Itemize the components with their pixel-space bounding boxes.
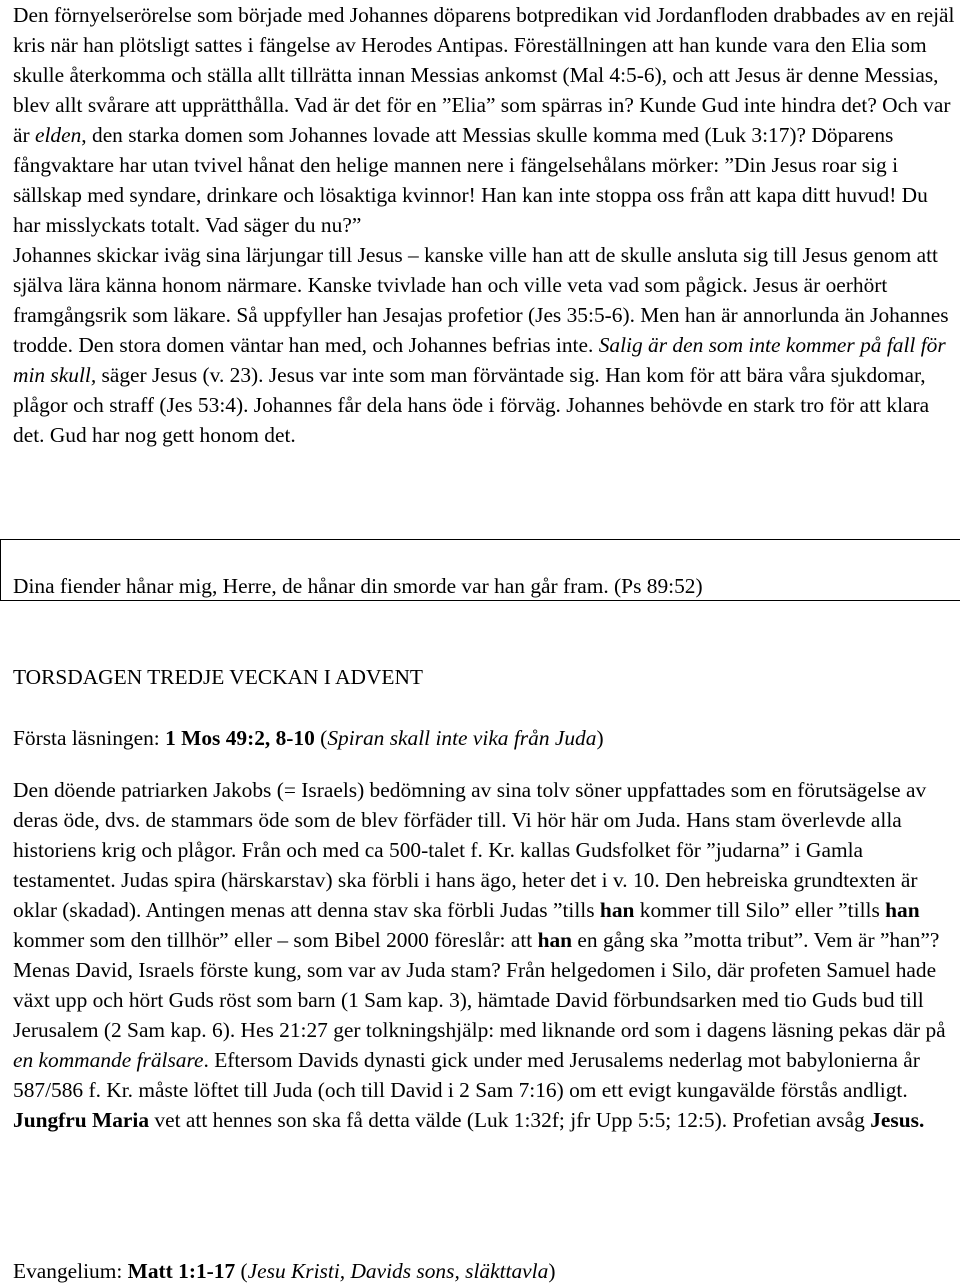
psalm-quote: Dina fiender hånar mig, Herre, de hånar din smorde var han går fram. (Ps 89:52) (13, 574, 703, 598)
day-heading: TORSDAGEN TREDJE VECKAN I ADVENT (13, 665, 423, 689)
text-run: Salig är den som inte kommer på fall för min skull, (13, 333, 946, 387)
text-run: säger Jesus (v. 23). Jesus var inte som man förväntade sig. Han kom för att bära våra sjukdomar, plågor och straff (Jes 53:4). Johannes får dela hans öde i förväg. Johannes behövde en stark tro för att klara det. Gud har nog gett honom det. (13, 363, 930, 447)
text-run: Spiran skall inte vika från Juda (327, 726, 597, 750)
text-run: Första läsningen: (13, 726, 166, 750)
text-run: en gång ska ”motta tribut”. Vem är ”han”? Menas David, Israels förste kung, som var av Juda stam? Från helgedomen i Silo, där profeten Samuel hade växt upp och hört Guds röst som barn (1 Sam kap. 3), hämtade David förbundsarken med tio Guds bud till Jerusalem (2 Sam kap. 6). Hes 21:27 ger tolkningshjälp: med liknande ord som i dagens läsning pekas där på (13, 928, 946, 1042)
text-run: 1 Mos 49:2, 8-10 (165, 726, 315, 750)
text-run: ( (314, 726, 328, 750)
text-run: ( (235, 1259, 248, 1283)
text-run: kommer till Silo” eller ”tills (634, 898, 886, 922)
text-run: en kommande frälsare (13, 1048, 204, 1072)
paragraph-juda (13, 775, 955, 1135)
text-run: han (537, 928, 573, 952)
text-run: han (885, 898, 920, 922)
text-run: Den döende patriarken Jakobs (= Israels) bedömning av sina tolv söner uppfattades som en förutsägelse av deras öde, dvs. de stammars öde som de blev förfäder till. Vi hör här om Juda. Hans stam överlevde alla historiens krig och plågor. Från och med ca 500-talet f. Kr. kallas Gudsfolket för ”judarna” i Gamla testamentet. Judas spira (härskarstav) ska förbli i hans ägo, heter det i v. 10. Den hebreiska grundtexten är oklar (skadad). Antingen menas att denna stav ska förbli Judas ”tills (13, 778, 927, 922)
gospel-line (13, 1256, 555, 1286)
text-run: Matt 1:1-17 (127, 1259, 236, 1283)
first-reading-line (13, 723, 604, 753)
text-run: Evangelium: (13, 1259, 128, 1283)
text-run: . Eftersom Davids dynasti gick under med Jerusalems nederlag mot babylonierna år 587/586 f. Kr. måste löftet till Juda (och till David i 2 Sam 7:16) om ett evigt kungavälde förstås andligt. (13, 1048, 920, 1102)
text-run: ) (548, 1259, 556, 1283)
text-run: ) (596, 726, 604, 750)
text-run: Den förnyelserörelse som började med Johannes döparens botpredikan vid Jordanfloden drabbades av en rejäl kris när han plötsligt sattes i fängelse av Herodes Antipas. Föreställningen att han kunde vara den Elia som skulle återkomma och ställa allt tillrätta innan Messias ankomst (Mal 4:5-6), och att Jesus är denne Messias, blev allt svårare att upprätthålla. Vad är det för en ”Elia” som spärras in? Kunde Gud inte hindra det? Och var är (13, 3, 955, 147)
text-run: vet att hennes son ska få detta välde (Luk 1:32f; jfr Upp 5:5; 12:5). Profetian avsåg (149, 1108, 871, 1132)
text-run: Johannes skickar iväg sina lärjungar till Jesus – kanske ville han att de skulle ansluta sig till Jesus genom att själva lära känna honom närmare. Kanske tvivlade han och ville veta vad som pågick. Jesus är oerhört framgångsrik som läkare. Så uppfyller han Jesajas profetior (Jes 35:5-6). Men han är annorlunda än Johannes trodde. Den stora domen väntar han med, och Johannes befrias inte. (13, 243, 949, 357)
text-run: Jesus. (870, 1108, 925, 1132)
text-run: elden (34, 123, 82, 147)
text-run: Jungfru Maria (13, 1108, 150, 1132)
text-run: kommer som den tillhör” eller – som Bibel 2000 föreslår: att (13, 928, 538, 952)
text-run: , den starka domen som Johannes lovade att Messias skulle komma med (Luk 3:17)? Döparens fångvaktare har utan tvivel hånat den helige mannen nere i fängelsehålans mörker: ”Din Jesus roar sig i sällskap med syndare, drinkare och lösaktiga kvinnor! Han kan inte stoppa oss från att kapa ditt huvud! Du har misslyckats totalt. Vad säger du nu?” (13, 123, 928, 237)
text-run: han (599, 898, 635, 922)
paragraph-johannes (13, 0, 955, 450)
text-run: Jesu Kristi, Davids sons, släkttavla (247, 1259, 549, 1283)
